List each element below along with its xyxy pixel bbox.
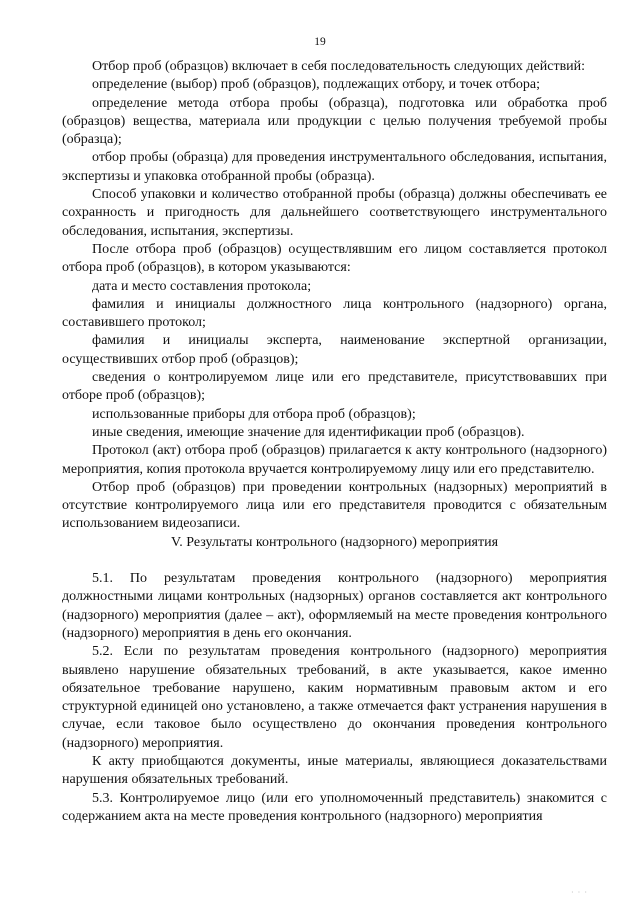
paragraph: иные сведения, имеющие значение для идентификации проб (образцов). [92, 424, 525, 440]
paragraph: сведения о контролируемом лице или его представителе, присутствовавших при отборе проб (образцов); [62, 370, 607, 404]
page-number: 19 [314, 36, 326, 48]
paragraph: использованные приборы для отбора проб (образцов); [92, 406, 416, 422]
paragraph: определение (выбор) проб (образцов), подлежащих отбору, и точек отбора; [92, 77, 540, 93]
paragraph: Отбор проб (образцов) при проведении контрольных (надзорных) мероприятий в отсутствие контролируемого лица или его представителя проводится с обязательным использованием видеозаписи. [62, 479, 607, 532]
section-paragraph: 5.3. Контролируемое лицо (или его уполномоченный представитель) знакомится с содержанием акта на месте проведения контрольного (надзорного) мероприятия [62, 790, 607, 824]
paragraph: фамилия и инициалы эксперта, наименование экспертной организации, осуществивших отбор проб (образцов); [62, 333, 607, 367]
paragraph: Протокол (акт) отбора проб (образцов) прилагается к акту контрольного (надзорного) мероприятия, копия протокола вручается контролируемому лицу или его представителю. [62, 443, 607, 477]
paragraph: Способ упаковки и количество отобранной пробы (образца) должны обеспечивать ее сохранность и пригодность для дальнейшего соответствующего инструментального обследования, испытания, экспертизы. [62, 187, 607, 239]
footer-mark: · · · [571, 888, 588, 897]
paragraph: определение метода отбора пробы (образца), подготовка или обработка проб (образцов) вещества, материала или продукции с целью получения требуемой пробы (образца); [62, 95, 607, 148]
paragraph: дата и место составления протокола; [92, 278, 312, 294]
section-paragraph: К акту приобщаются документы, иные материалы, являющиеся доказательствами нарушения обязательных требований. [62, 753, 607, 788]
paragraph: отбор пробы (образца) для проведения инструментального обследования, испытания, экспертизы и упаковка отобранной пробы (образца). [62, 150, 607, 184]
section-heading: V. Результаты контрольного (надзорного) мероприятия [170, 534, 499, 550]
paragraph: фамилия и инициалы должностного лица контрольного (надзорного) органа, составившего протокол; [62, 296, 607, 331]
paragraph: Отбор проб (образцов) включает в себя последовательность следующих действий: [92, 59, 586, 74]
paragraph: После отбора проб (образцов) осуществлявшим его лицом составляется протокол отбора проб (образцов), в котором указываются: [62, 241, 607, 276]
document-body [62, 58, 607, 826]
section-paragraph: 5.1. По результатам проведения контрольного (надзорного) мероприятия должностными лицами контрольных (надзорных) органов составляется акт контрольного (надзорного) мероприятия (далее – акт), оформляемый на месте проведения контрольного (надзорного) мероприятия в день его окончания. [62, 571, 607, 641]
section-paragraph: 5.2. Если по результатам проведения контрольного (надзорного) мероприятия выявлено нарушение обязательных требований, в акте указывается, какое именно обязательное требование нарушено, каким нормативным правовым актом и его структурной единицей оно установлено, а также отмечается факт устранения нарушения в случае, если таковое было осуществлено до окончания проведения контрольного (надзорного) мероприятия. [62, 644, 607, 751]
